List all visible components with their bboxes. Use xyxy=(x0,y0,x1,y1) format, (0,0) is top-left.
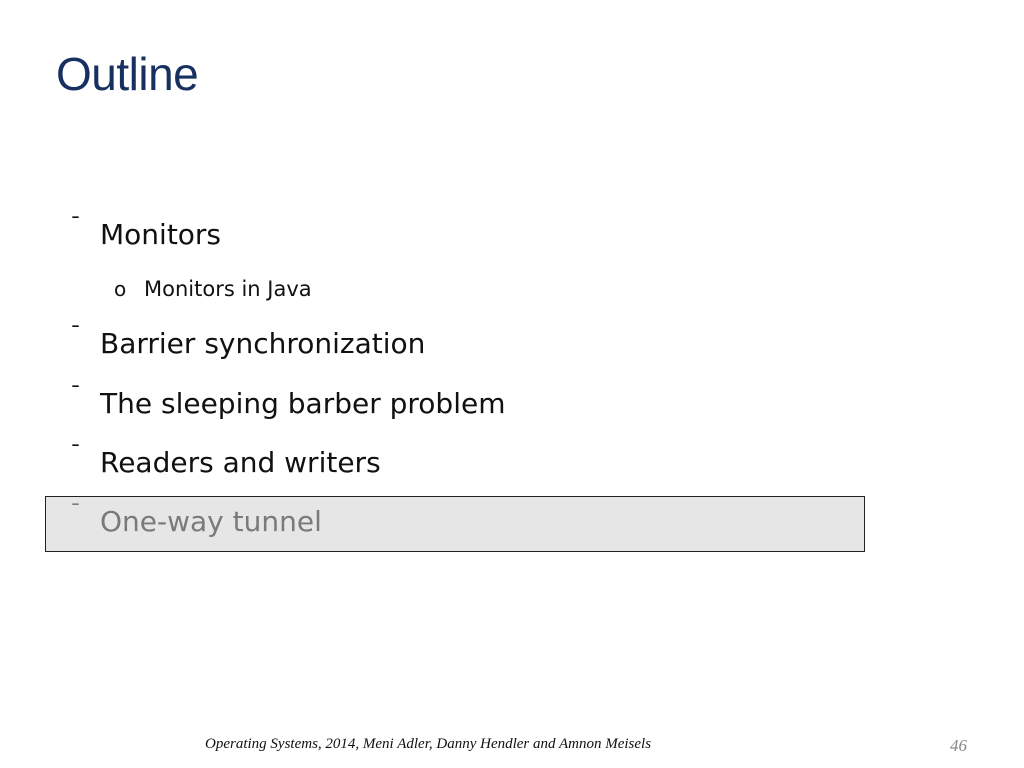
outline-item-label: Monitors xyxy=(100,218,222,251)
slide-title: Outline xyxy=(56,48,199,100)
outline-item-readers-writers xyxy=(70,443,381,483)
slide-footer: Operating Systems, 2014, Meni Adler, Danny Hendler and Amnon Meisels xyxy=(205,736,652,752)
outline-item-label: Barrier synchronization xyxy=(100,327,426,360)
outline-item-label: Readers and writers xyxy=(100,446,381,479)
page-number: 46 xyxy=(950,736,967,755)
sub-bullet-marker: o xyxy=(114,277,127,301)
bullet-marker: ¯ xyxy=(70,323,81,348)
bullet-marker: ¯ xyxy=(70,501,81,526)
outline-subitem-monitors-in-java xyxy=(114,274,312,304)
outline-item-one-way-tunnel xyxy=(70,502,322,542)
outline-item-sleeping-barber xyxy=(70,384,505,424)
outline-item-monitors xyxy=(70,215,221,255)
bullet-marker: ¯ xyxy=(70,214,81,239)
outline-item-barrier-synchronization xyxy=(70,324,425,364)
bullet-marker: ¯ xyxy=(70,383,81,408)
outline-item-label: One-way tunnel xyxy=(100,505,322,538)
bullet-marker: ¯ xyxy=(70,442,81,467)
outline-subitem-label: Monitors in Java xyxy=(144,277,312,301)
outline-item-label: The sleeping barber problem xyxy=(100,387,506,420)
